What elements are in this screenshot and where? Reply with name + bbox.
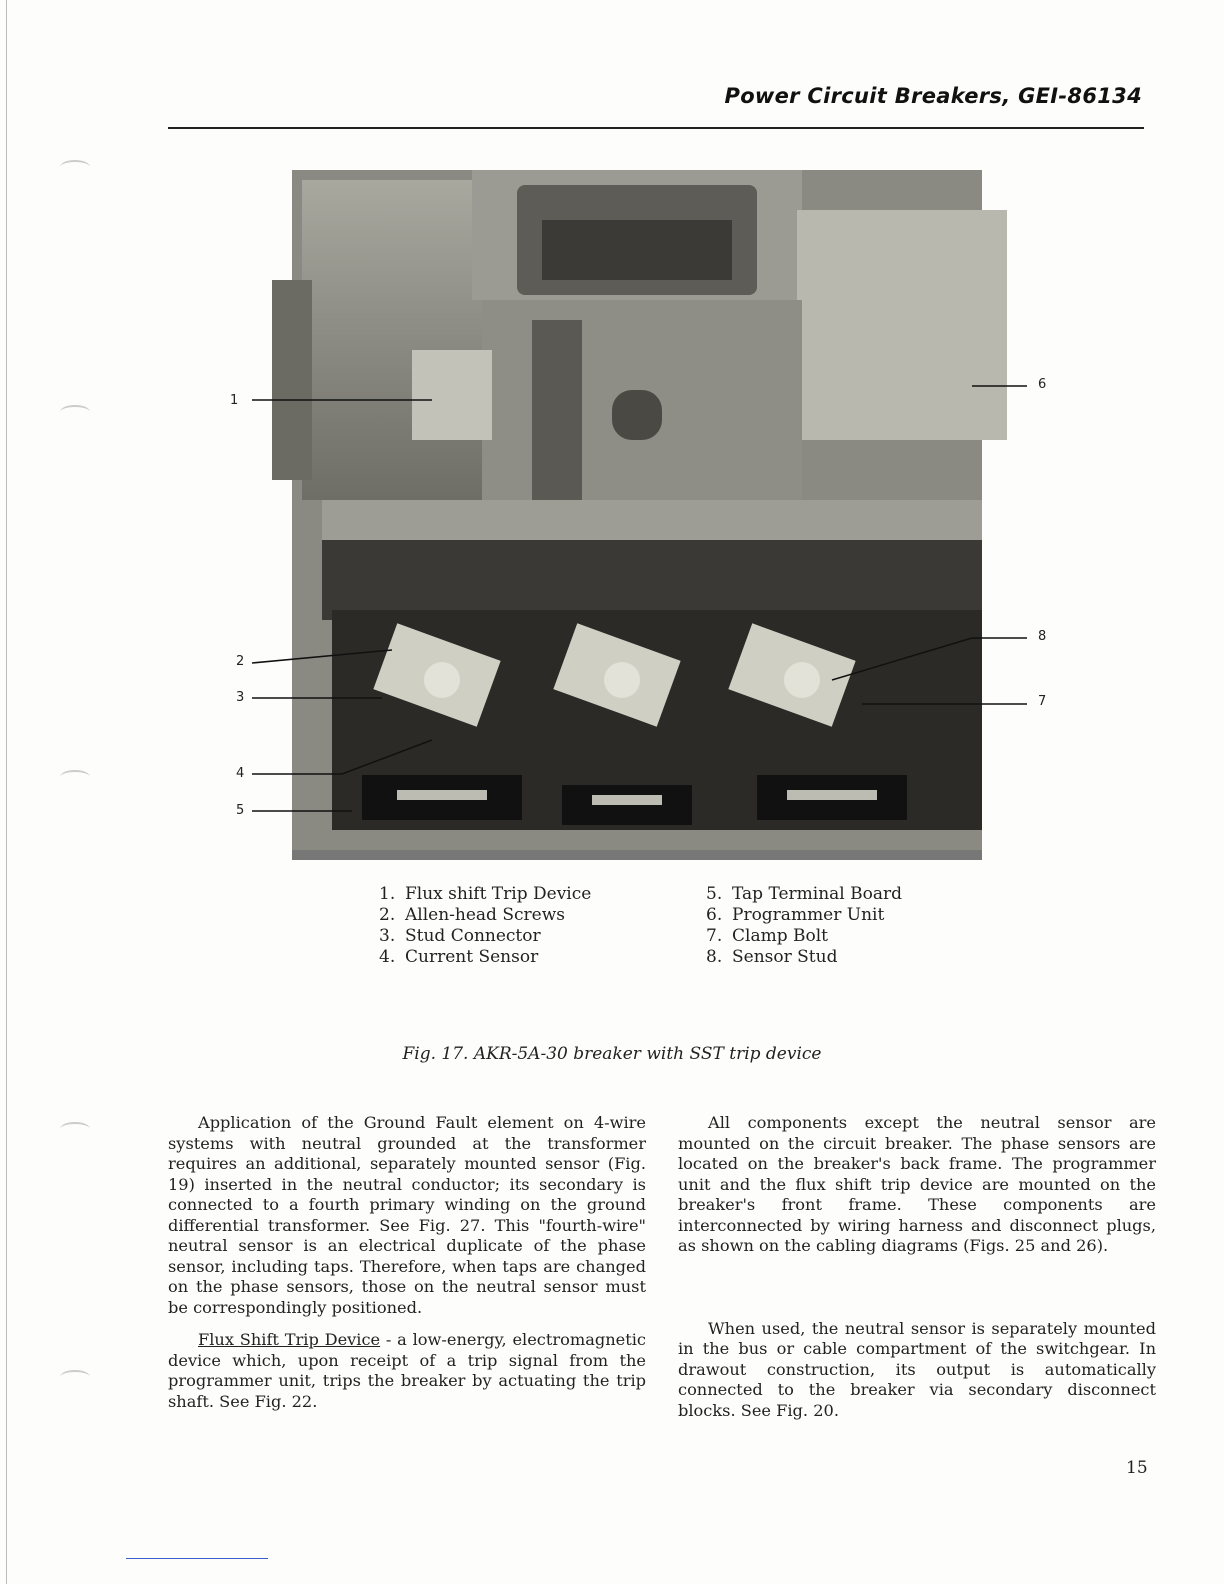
running-header-title: Power Circuit Breakers, GEI-86134	[724, 84, 1142, 108]
breaker-photograph	[232, 160, 1062, 860]
legend-item: 8. Sensor Stud	[706, 947, 838, 967]
legend-item: 6. Programmer Unit	[706, 905, 885, 925]
term-flux-shift-trip-device: Flux Shift Trip Device	[198, 1330, 381, 1349]
punch-hole-mark	[60, 1122, 90, 1136]
figure-caption: Fig. 17. AKR-5A-30 breaker with SST trip device	[402, 1044, 822, 1064]
callout-2: 2	[236, 654, 245, 669]
bottom-rule	[126, 1558, 268, 1559]
callout-7: 7	[1038, 694, 1047, 709]
callout-3: 3	[236, 690, 245, 705]
page-margin-line	[6, 0, 7, 1584]
callout-1: 1	[230, 393, 239, 408]
callout-6: 6	[1038, 377, 1047, 392]
legend-item: 3. Stud Connector	[379, 926, 541, 946]
callout-8: 8	[1038, 629, 1047, 644]
punch-hole-mark	[60, 160, 90, 174]
punch-hole-mark	[60, 405, 90, 419]
punch-hole-mark	[60, 1370, 90, 1384]
page-number: 15	[1126, 1458, 1148, 1478]
text-column-left	[168, 1113, 646, 1412]
legend-item: 4. Current Sensor	[379, 947, 539, 967]
callout-4: 4	[236, 766, 245, 781]
figure-legend-right	[706, 884, 902, 968]
header-rule	[168, 127, 1144, 129]
figure-legend-left	[379, 884, 591, 968]
legend-item: 2. Allen-head Screws	[379, 905, 565, 925]
punch-hole-mark	[60, 770, 90, 784]
paragraph: Flux Shift Trip Device - a low-energy, electromagnetic device which, upon receipt of a trip signal from the programmer unit, trips the breaker by actuating the trip shaft. See Fig. 22.	[168, 1330, 646, 1411]
paragraph: All components except the neutral sensor are mounted on the circuit breaker. The phase sensors are located on the breaker's back frame. The programmer unit and the flux shift trip device are mounted on the breaker's front frame. These components are interconnected by wiring harness and disconnect plugs, as shown on the cabling diagrams (Figs. 25 and 26).	[678, 1113, 1156, 1255]
paragraph: When used, the neutral sensor is separately mounted in the bus or cable compartment of the switchgear. In drawout construction, its output is automatically connected to the breaker via secondary disconnect blocks. See Fig. 20.	[678, 1318, 1156, 1420]
callout-5: 5	[236, 803, 245, 818]
paragraph: Application of the Ground Fault element on 4-wire systems with neutral grounded at the transformer requires an additional, separately mounted sensor (Fig. 19) inserted in the neutral conductor; its secondary is connected to a fourth primary winding on the ground differential transformer. See Fig. 27. This "fourth-wire" neutral sensor is an electrical duplicate of the phase sensor, including taps. Therefore, when taps are changed on the phase sensors, those on the neutral sensor must be correspondingly positioned.	[168, 1113, 646, 1317]
legend-item: 5. Tap Terminal Board	[706, 884, 902, 904]
text-column-right	[678, 1113, 1156, 1421]
legend-item: 1. Flux shift Trip Device	[379, 884, 592, 904]
legend-item: 7. Clamp Bolt	[706, 926, 828, 946]
